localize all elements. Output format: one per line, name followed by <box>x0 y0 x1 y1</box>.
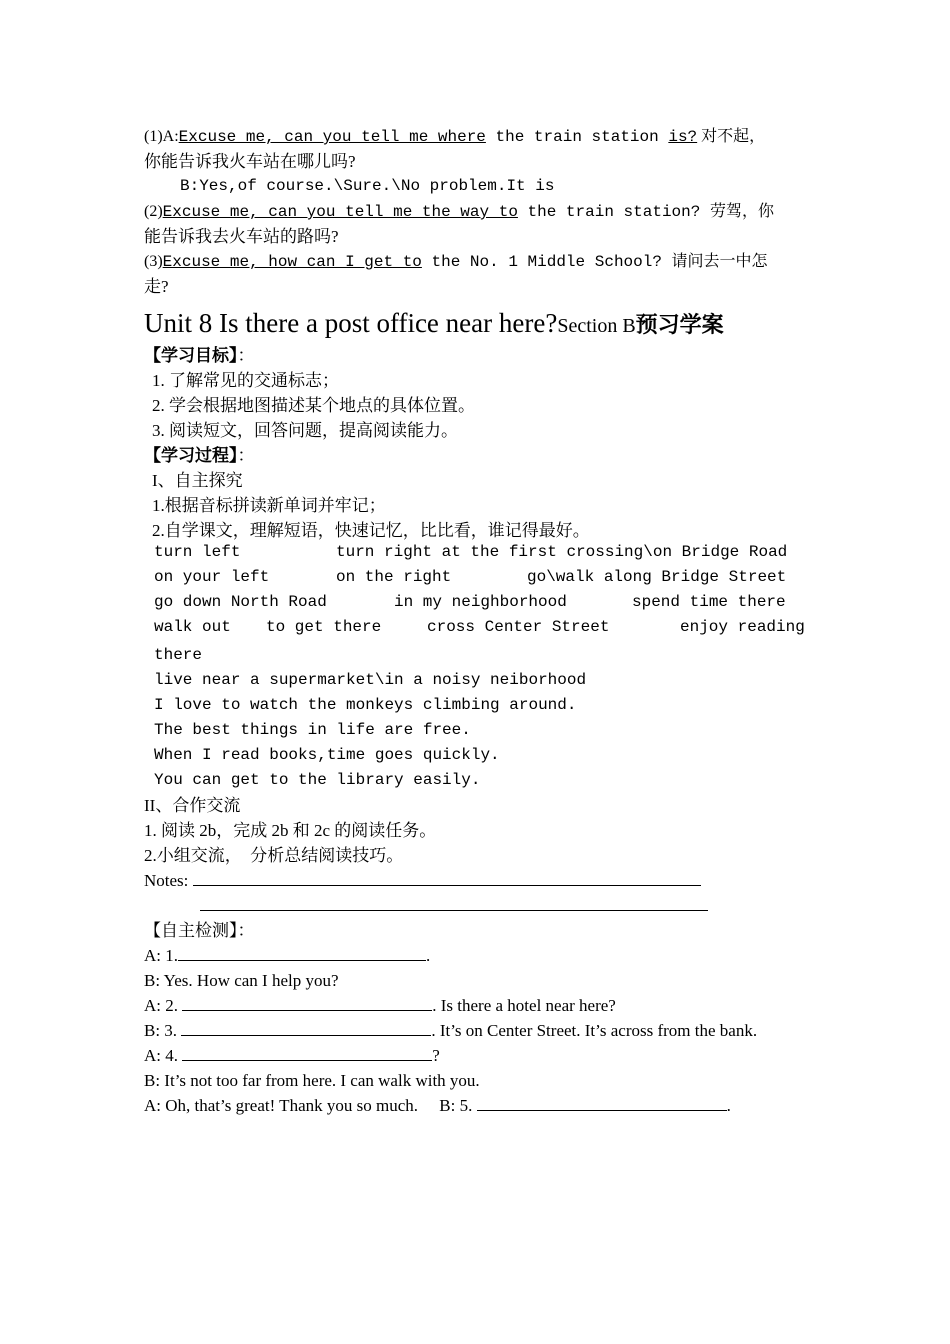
intro-line-4: (3)Excuse me, how can I get to the No. 1 Middle School? 请问去一中怎 <box>144 253 768 271</box>
notes-blank[interactable] <box>193 868 701 886</box>
phrase-row-1 <box>144 543 824 568</box>
sentence: When I read books,time goes quickly. <box>154 746 500 764</box>
dialogue-line: A: 2. . Is there a hotel near here? <box>144 993 824 1018</box>
notes-blank[interactable] <box>200 893 708 911</box>
part2-heading: II、合作交流 <box>144 796 241 815</box>
phrase: spend time there <box>632 593 786 611</box>
dialogue-line: A: 4. ? <box>144 1043 824 1068</box>
phrase: cross Center Street <box>427 618 610 636</box>
phrase: to get there <box>266 618 382 636</box>
phrase: on your left <box>154 568 270 586</box>
intro-line-3b: 能告诉我去火车站的路吗? <box>144 227 339 246</box>
answer-blank-3[interactable] <box>181 1018 431 1036</box>
worksheet-page <box>144 124 824 1118</box>
goal-item: 1. 了解常见的交通标志； <box>152 371 339 390</box>
intro-line-2: B:Yes,of course.\Sure.\No problem.It is <box>180 177 555 195</box>
dialogue-line: B: 3. . It’s on Center Street. It’s across from the bank. <box>144 1018 824 1043</box>
check-heading: 【自主检测】： <box>144 921 255 940</box>
phrase: turn left <box>154 543 241 561</box>
coop-1: 1. 阅读 2b，完成 2b 和 2c 的阅读任务。 <box>144 821 437 840</box>
phrase: on the right <box>336 568 452 586</box>
goals-heading: 【学习目标】： <box>144 346 255 365</box>
answer-blank-5[interactable] <box>477 1093 727 1111</box>
phrase-row-4 <box>144 618 824 643</box>
sentence: You can get to the library easily. <box>154 771 481 789</box>
dialogue-line: A: 1. . <box>144 943 824 968</box>
answer-blank-2[interactable] <box>182 993 432 1011</box>
phrase: turn right at the first crossing\on Bridge Road <box>336 543 788 561</box>
intro-line-4b: 走? <box>144 277 169 296</box>
phrase: go down North Road <box>154 593 327 611</box>
notes-line-2 <box>144 893 824 918</box>
phrase-row-2 <box>144 568 824 593</box>
phrase: enjoy reading <box>680 618 805 636</box>
part1-heading: I、自主探究 <box>152 471 243 490</box>
coop-2: 2.小组交流， 分析总结阅读技巧。 <box>144 846 404 865</box>
goal-item: 3. 阅读短文，回答问题，提高阅读能力。 <box>152 421 458 440</box>
phrase-row-4b: there <box>154 646 203 664</box>
step-1: 1.根据音标拼读新单词并牢记； <box>152 496 386 515</box>
process-heading: 【学习过程】： <box>144 446 255 465</box>
sentence: The best things in life are free. <box>154 721 471 739</box>
phrase-row-3 <box>144 593 824 618</box>
sentence: I love to watch the monkeys climbing around. <box>154 696 577 714</box>
page-title: Unit 8 Is there a post office near here?Section B预习学案 <box>144 308 724 338</box>
answer-blank-1[interactable] <box>178 943 426 961</box>
step-2: 2.自学课文，理解短语，快速记忆，比比看，谁记得最好。 <box>152 521 590 540</box>
intro-line-1: (1)A:Excuse me, can you tell me where the train station is? 对不起， <box>144 128 766 146</box>
phrase: go\walk along Bridge Street <box>527 568 787 586</box>
intro-line-1b: 你能告诉我火车站在哪儿吗? <box>144 152 356 171</box>
phrase: walk out <box>154 618 231 636</box>
answer-blank-4[interactable] <box>182 1043 432 1061</box>
dialogue-line: B: Yes. How can I help you? <box>144 971 339 990</box>
dialogue-line: A: Oh, that’s great! Thank you so much. B: 5. . <box>144 1093 824 1118</box>
phrase: in my neighborhood <box>394 593 567 611</box>
notes-line: Notes: <box>144 868 824 893</box>
phrase-row-5: live near a supermarket\in a noisy neiborhood <box>154 671 587 689</box>
dialogue-line: B: It’s not too far from here. I can walk with you. <box>144 1071 480 1090</box>
goal-item: 2. 学会根据地图描述某个地点的具体位置。 <box>152 396 475 415</box>
intro-line-3: (2)Excuse me, can you tell me the way to the train station? 劳驾，你 <box>144 203 774 221</box>
